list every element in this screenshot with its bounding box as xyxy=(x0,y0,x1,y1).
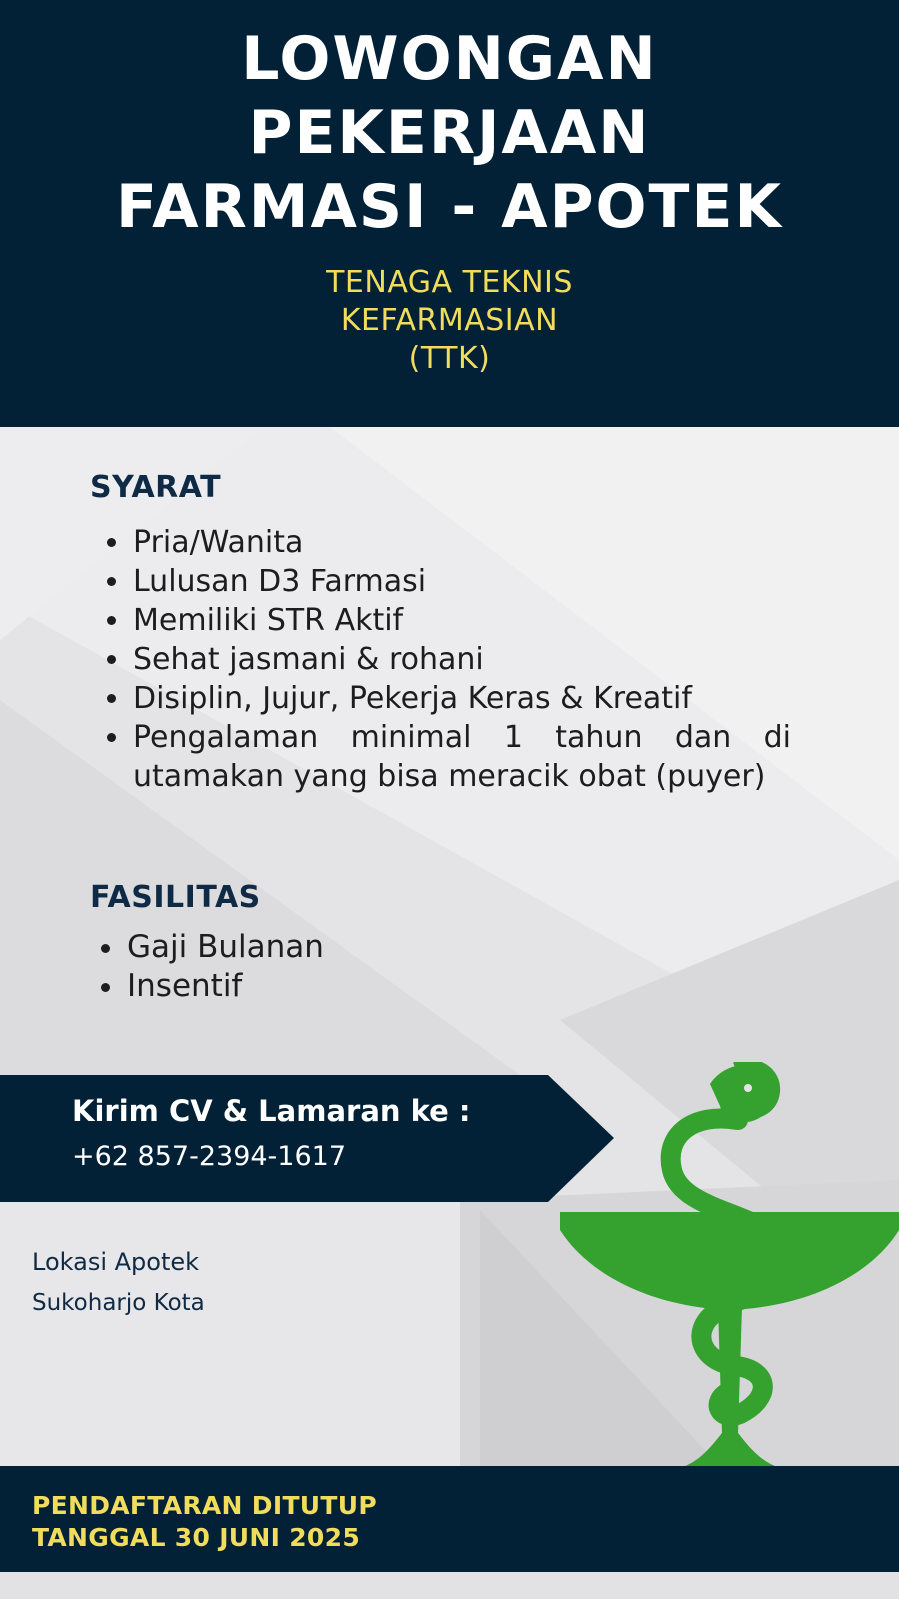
requirements-heading: SYARAT xyxy=(90,470,222,505)
subtitle-line: TENAGA TEKNIS xyxy=(326,265,573,300)
deadline-line: PENDAFTARAN DITUTUP xyxy=(32,1491,377,1520)
contact-phone[interactable]: +62 857-2394-1617 xyxy=(72,1141,347,1172)
list-item: Gaji Bulanan xyxy=(101,928,601,967)
header-banner xyxy=(0,0,899,427)
title-line: PEKERJAAN xyxy=(248,98,651,168)
contact-title: Kirim CV & Lamaran ke : xyxy=(72,1094,471,1128)
facilities-list xyxy=(101,928,601,1006)
title-line: FARMASI - APOTEK xyxy=(116,172,783,242)
subtitle-line: (TTK) xyxy=(408,341,491,376)
requirements-list xyxy=(107,523,791,796)
list-item: Pria/Wanita xyxy=(107,523,791,562)
list-item: Disiplin, Jujur, Pekerja Keras & Kreatif xyxy=(107,679,791,718)
list-item: Insentif xyxy=(101,967,601,1006)
position-subtitle xyxy=(0,264,899,378)
location-label: Lokasi Apotek xyxy=(32,1248,200,1276)
deadline-line: TANGGAL 30 JUNI 2025 xyxy=(32,1523,361,1552)
registration-deadline xyxy=(32,1490,377,1554)
list-item: Pengalaman minimal 1 tahun dan di utamakan yang bisa meracik obat (puyer) xyxy=(107,718,791,796)
page-title xyxy=(0,22,899,244)
title-line: LOWONGAN xyxy=(241,24,658,94)
list-item: Lulusan D3 Farmasi xyxy=(107,562,791,601)
bowl-of-hygieia-icon xyxy=(560,1062,899,1468)
list-item: Memiliki STR Aktif xyxy=(107,601,791,640)
location-value: Sukoharjo Kota xyxy=(32,1290,205,1316)
subtitle-line: KEFARMASIAN xyxy=(340,303,559,338)
facilities-heading: FASILITAS xyxy=(90,880,261,915)
list-item: Sehat jasmani & rohani xyxy=(107,640,791,679)
